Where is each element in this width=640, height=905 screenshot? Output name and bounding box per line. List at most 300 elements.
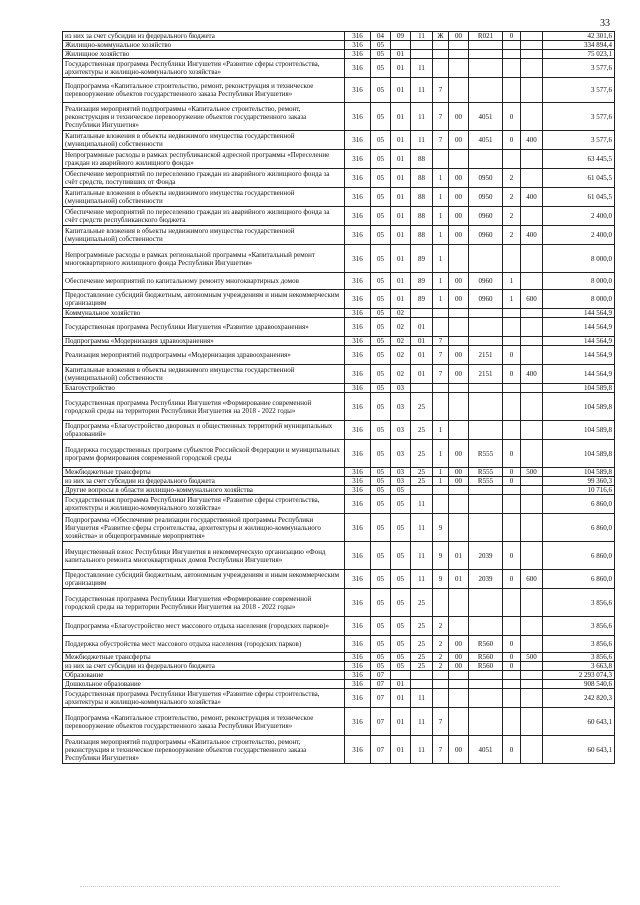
row-amount: 3 577,6 [543, 59, 615, 78]
code-cell: 01 [411, 365, 433, 384]
table-row [63, 188, 615, 207]
code-cell: 11 [411, 689, 433, 708]
code-cell [521, 680, 543, 689]
code-cell: 07 [371, 671, 391, 680]
row-name: Подпрограмма «Благоустройство дворовых и общественных территорий муниципальных образований» [63, 421, 345, 440]
code-cell: 05 [371, 346, 391, 365]
code-cell: 316 [345, 662, 371, 671]
code-cell: 25 [411, 468, 433, 477]
code-cell [503, 671, 521, 680]
code-cell: 01 [391, 103, 411, 131]
code-cell: 02 [391, 337, 411, 346]
code-cell: 05 [371, 150, 391, 169]
code-cell: 7 [433, 365, 449, 384]
row-amount: 2 400,0 [543, 226, 615, 245]
row-name: из них за счет субсидии из федерального бюджета [63, 662, 345, 671]
code-cell: 01 [391, 169, 411, 188]
code-cell: 05 [371, 468, 391, 477]
row-name: Поддержка государственных программ субъектов Российской Федерации и муниципальных программ формирования современной городской среды [63, 440, 345, 468]
table-row [63, 736, 615, 764]
code-cell [503, 589, 521, 617]
table-row [63, 495, 615, 514]
code-cell: 88 [411, 207, 433, 226]
code-cell [503, 384, 521, 393]
code-cell [469, 41, 503, 50]
table-row [63, 226, 615, 245]
code-cell: 11 [411, 542, 433, 570]
code-cell: 05 [371, 309, 391, 318]
row-amount: 3 856,6 [543, 653, 615, 662]
code-cell: 05 [371, 365, 391, 384]
code-cell: 05 [371, 477, 391, 486]
code-cell: 01 [411, 337, 433, 346]
table-row [63, 337, 615, 346]
code-cell: 2039 [469, 542, 503, 570]
table-row [63, 59, 615, 78]
code-cell: 600 [521, 570, 543, 589]
code-cell [449, 50, 469, 59]
code-cell [469, 514, 503, 542]
code-cell: 2 [433, 662, 449, 671]
row-name: Непрограммные расходы в рамках региональной программы «Капитальный ремонт многоквартирного жилищного фонда Республики Ингушетия» [63, 245, 345, 273]
code-cell: 25 [411, 393, 433, 421]
code-cell: R560 [469, 653, 503, 662]
code-cell [433, 589, 449, 617]
code-cell [521, 346, 543, 365]
code-cell: 05 [371, 59, 391, 78]
code-cell [469, 671, 503, 680]
code-cell [521, 514, 543, 542]
code-cell: 500 [521, 653, 543, 662]
code-cell: 05 [371, 421, 391, 440]
code-cell: 05 [371, 207, 391, 226]
row-amount: 63 445,5 [543, 150, 615, 169]
code-cell: 05 [391, 486, 411, 495]
code-cell [469, 617, 503, 636]
code-cell: 25 [411, 653, 433, 662]
code-cell: 600 [521, 290, 543, 309]
code-cell: 4051 [469, 103, 503, 131]
code-cell [521, 617, 543, 636]
code-cell: 400 [521, 226, 543, 245]
code-cell [503, 495, 521, 514]
code-cell [449, 393, 469, 421]
row-name: Реализация мероприятий подпрограммы «Капитальное строительство, ремонт, реконструкция и техническое перевооружение объектов государственного заказа Республики Ингушетия» [63, 103, 345, 131]
code-cell: 05 [371, 514, 391, 542]
code-cell: 0 [503, 346, 521, 365]
code-cell: 1 [433, 421, 449, 440]
budget-table-body [63, 32, 615, 764]
code-cell: 7 [433, 736, 449, 764]
code-cell: 02 [391, 346, 411, 365]
code-cell: 11 [411, 59, 433, 78]
code-cell: 03 [391, 384, 411, 393]
code-cell: 05 [371, 103, 391, 131]
table-row [63, 653, 615, 662]
code-cell [391, 41, 411, 50]
code-cell: 01 [391, 290, 411, 309]
code-cell: 09 [391, 32, 411, 41]
code-cell: 05 [371, 393, 391, 421]
row-amount: 99 360,3 [543, 477, 615, 486]
table-row [63, 421, 615, 440]
code-cell: 1 [433, 207, 449, 226]
code-cell: 00 [449, 477, 469, 486]
code-cell: 1 [433, 290, 449, 309]
row-amount: 6 860,0 [543, 495, 615, 514]
code-cell: 88 [411, 188, 433, 207]
code-cell [503, 59, 521, 78]
code-cell [469, 680, 503, 689]
code-cell: 1 [433, 477, 449, 486]
code-cell: 316 [345, 59, 371, 78]
code-cell [411, 680, 433, 689]
code-cell: R021 [469, 32, 503, 41]
row-name: Реализация мероприятий подпрограммы «Модернизация здравоохранения» [63, 346, 345, 365]
code-cell [433, 309, 449, 318]
table-row [63, 309, 615, 318]
code-cell: 02 [391, 365, 411, 384]
row-name: Государственная программа Республики Ингушетия «Развитие сферы строительства, архитектуры и жилищно-коммунального хозяйства» [63, 59, 345, 78]
code-cell: 05 [371, 41, 391, 50]
code-cell: 07 [371, 680, 391, 689]
code-cell: 1 [433, 188, 449, 207]
row-amount: 60 643,1 [543, 736, 615, 764]
code-cell [521, 662, 543, 671]
code-cell [433, 318, 449, 337]
code-cell [521, 736, 543, 764]
row-name: Обеспечение мероприятий по капитальному ремонту многоквартирных домов [63, 273, 345, 290]
code-cell [469, 708, 503, 736]
code-cell [449, 514, 469, 542]
code-cell [449, 59, 469, 78]
code-cell [449, 309, 469, 318]
row-amount: 60 643,1 [543, 708, 615, 736]
code-cell: 00 [449, 226, 469, 245]
code-cell: 11 [411, 570, 433, 589]
code-cell [521, 440, 543, 468]
code-cell: 00 [449, 346, 469, 365]
code-cell: 07 [371, 708, 391, 736]
code-cell: 0 [503, 477, 521, 486]
code-cell: 00 [449, 103, 469, 131]
row-amount: 104 589,8 [543, 384, 615, 393]
code-cell: 1 [433, 226, 449, 245]
code-cell [411, 384, 433, 393]
code-cell: 04 [371, 32, 391, 41]
code-cell [521, 207, 543, 226]
code-cell: 05 [371, 440, 391, 468]
table-row [63, 486, 615, 495]
code-cell [433, 41, 449, 50]
code-cell: 05 [391, 570, 411, 589]
code-cell: 05 [391, 542, 411, 570]
page-number: 33 [600, 18, 610, 29]
table-row [63, 78, 615, 103]
table-row [63, 346, 615, 365]
row-amount: 3 663,8 [543, 662, 615, 671]
table-row [63, 617, 615, 636]
code-cell: 05 [391, 495, 411, 514]
code-cell: 316 [345, 495, 371, 514]
code-cell: 05 [371, 131, 391, 150]
code-cell [503, 337, 521, 346]
row-amount: 144 564,9 [543, 318, 615, 337]
table-row [63, 245, 615, 273]
code-cell: 0950 [469, 169, 503, 188]
code-cell: 25 [411, 617, 433, 636]
code-cell [433, 150, 449, 169]
code-cell: 316 [345, 365, 371, 384]
code-cell: 2 [503, 207, 521, 226]
code-cell: 316 [345, 78, 371, 103]
row-amount: 6 860,0 [543, 514, 615, 542]
code-cell: 316 [345, 384, 371, 393]
code-cell: 500 [521, 468, 543, 477]
code-cell: 01 [391, 245, 411, 273]
code-cell: 00 [449, 468, 469, 477]
table-row [63, 514, 615, 542]
code-cell [449, 589, 469, 617]
code-cell: 05 [371, 318, 391, 337]
code-cell [469, 245, 503, 273]
code-cell: 00 [449, 290, 469, 309]
code-cell [521, 59, 543, 78]
code-cell [521, 477, 543, 486]
table-row [63, 708, 615, 736]
code-cell [521, 393, 543, 421]
code-cell [469, 59, 503, 78]
code-cell [503, 245, 521, 273]
code-cell: 07 [371, 689, 391, 708]
row-name: Межбюджетные трансферты [63, 468, 345, 477]
code-cell [521, 169, 543, 188]
code-cell: 05 [371, 570, 391, 589]
code-cell [433, 680, 449, 689]
code-cell: R555 [469, 477, 503, 486]
code-cell: 4051 [469, 736, 503, 764]
row-name: Государственная программа Республики Ингушетия «Формирование современной городской среды на территории Республики Ингушетия на 2018 - 2022 годы» [63, 393, 345, 421]
code-cell: 316 [345, 188, 371, 207]
row-name: Реализация мероприятий подпрограммы «Капитальное строительство, ремонт, реконструкция и техническое перевооружение объектов государственного заказа Республики Ингушетия» [63, 736, 345, 764]
code-cell: 316 [345, 131, 371, 150]
code-cell: 01 [391, 131, 411, 150]
code-cell: 316 [345, 468, 371, 477]
code-cell: 88 [411, 226, 433, 245]
row-name: Подпрограмма «Обеспечение реализации государственной программы Республики Ингушетия «Развитие сферы строительства, архитектуры и жилищно-коммунального хозяйства» и общепрограммные мероприятия» [63, 514, 345, 542]
code-cell: 0 [503, 736, 521, 764]
row-amount: 104 589,8 [543, 421, 615, 440]
row-name: Поддержка обустройства мест массового отдыха населения (городских парков) [63, 636, 345, 653]
code-cell: 316 [345, 103, 371, 131]
code-cell: 00 [449, 365, 469, 384]
code-cell: 00 [449, 273, 469, 290]
code-cell: 05 [371, 290, 391, 309]
code-cell: 316 [345, 290, 371, 309]
code-cell [469, 421, 503, 440]
code-cell [449, 245, 469, 273]
code-cell [449, 689, 469, 708]
code-cell: R560 [469, 636, 503, 653]
code-cell [503, 708, 521, 736]
code-cell [521, 41, 543, 50]
row-amount: 334 894,4 [543, 41, 615, 50]
code-cell: 1 [433, 245, 449, 273]
code-cell: 316 [345, 736, 371, 764]
code-cell: 0 [503, 542, 521, 570]
code-cell: 316 [345, 589, 371, 617]
row-name: Предоставление субсидий бюджетным, автономным учреждениям и иным некоммерческим организациям [63, 290, 345, 309]
code-cell: 316 [345, 421, 371, 440]
row-amount: 42 301,6 [543, 32, 615, 41]
code-cell [503, 393, 521, 421]
code-cell: 0 [503, 131, 521, 150]
code-cell [521, 636, 543, 653]
row-name: Образование [63, 671, 345, 680]
code-cell: 0 [503, 365, 521, 384]
row-name: Межбюджетные трансферты [63, 653, 345, 662]
table-row [63, 290, 615, 309]
row-name: Имущественный взнос Республики Ингушетия в некоммерческую организацию «Фонд капитального ремонта многоквартирных домов Республики Ингушетия» [63, 542, 345, 570]
code-cell: 01 [391, 736, 411, 764]
code-cell: 2151 [469, 346, 503, 365]
code-cell: 7 [433, 103, 449, 131]
row-name: Капитальные вложения в объекты недвижимого имущества государственной (муниципальной) собственности [63, 131, 345, 150]
code-cell [433, 486, 449, 495]
table-row [63, 169, 615, 188]
row-amount: 3 577,6 [543, 103, 615, 131]
code-cell [469, 318, 503, 337]
code-cell [469, 309, 503, 318]
row-amount: 8 000,0 [543, 273, 615, 290]
code-cell [521, 384, 543, 393]
code-cell: 03 [391, 477, 411, 486]
code-cell: 05 [371, 495, 391, 514]
code-cell: 89 [411, 245, 433, 273]
code-cell: 316 [345, 653, 371, 662]
code-cell [469, 50, 503, 59]
code-cell: 316 [345, 207, 371, 226]
code-cell [521, 245, 543, 273]
table-row [63, 589, 615, 617]
table-row [63, 636, 615, 653]
code-cell [503, 486, 521, 495]
code-cell: 11 [411, 78, 433, 103]
code-cell: 11 [411, 32, 433, 41]
code-cell [433, 59, 449, 78]
code-cell: 11 [411, 131, 433, 150]
code-cell: 316 [345, 477, 371, 486]
code-cell: 05 [371, 226, 391, 245]
code-cell: 7 [433, 131, 449, 150]
code-cell: R555 [469, 468, 503, 477]
row-amount: 3 577,6 [543, 78, 615, 103]
code-cell: 0 [503, 662, 521, 671]
table-row [63, 273, 615, 290]
code-cell [433, 393, 449, 421]
code-cell: 02 [391, 318, 411, 337]
row-name: Капитальные вложения в объекты недвижимого имущества государственной (муниципальной) собственности [63, 188, 345, 207]
code-cell: 316 [345, 273, 371, 290]
code-cell: 05 [371, 245, 391, 273]
code-cell [521, 421, 543, 440]
row-amount: 104 589,8 [543, 440, 615, 468]
code-cell: 0960 [469, 226, 503, 245]
code-cell: 05 [371, 617, 391, 636]
code-cell: 01 [391, 78, 411, 103]
row-name: из них за счет субсидии из федерального бюджета [63, 32, 345, 41]
code-cell [449, 78, 469, 103]
code-cell: 316 [345, 636, 371, 653]
code-cell [503, 421, 521, 440]
code-cell: 88 [411, 169, 433, 188]
code-cell [411, 309, 433, 318]
row-amount: 8 000,0 [543, 245, 615, 273]
code-cell: 0 [503, 653, 521, 662]
code-cell [411, 41, 433, 50]
code-cell: 05 [371, 337, 391, 346]
row-name: Государственная программа Республики Ингушетия «Развитие сферы строительства, архитектуры и жилищно-коммунального хозяйства» [63, 495, 345, 514]
row-amount: 144 564,9 [543, 346, 615, 365]
row-amount: 2 293 074,3 [543, 671, 615, 680]
code-cell: 400 [521, 188, 543, 207]
code-cell [521, 50, 543, 59]
code-cell [433, 689, 449, 708]
row-name: Непрограммные расходы в рамках республиканской адресной программы «Переселение граждан из аварийного жилищного фонда» [63, 150, 345, 169]
code-cell: 00 [449, 32, 469, 41]
code-cell: 01 [391, 708, 411, 736]
code-cell: 11 [411, 103, 433, 131]
code-cell: 316 [345, 346, 371, 365]
code-cell: 05 [371, 384, 391, 393]
code-cell: 2039 [469, 570, 503, 589]
code-cell: 00 [449, 207, 469, 226]
code-cell [449, 150, 469, 169]
code-cell [503, 680, 521, 689]
code-cell: 05 [371, 188, 391, 207]
code-cell: 316 [345, 393, 371, 421]
code-cell: 00 [449, 131, 469, 150]
code-cell: 11 [411, 495, 433, 514]
row-name: Государственная программа Республики Ингушетия «Развитие здравоохранения» [63, 318, 345, 337]
code-cell: 01 [449, 542, 469, 570]
code-cell: 05 [371, 78, 391, 103]
code-cell [521, 542, 543, 570]
table-row [63, 440, 615, 468]
code-cell [521, 486, 543, 495]
code-cell: 05 [371, 636, 391, 653]
row-name: из них за счет субсидии из федерального бюджета [63, 477, 345, 486]
row-name: Обеспечение мероприятий по переселению граждан из аварийного жилищного фонда за счёт средств республиканского бюджета [63, 207, 345, 226]
code-cell: 0960 [469, 207, 503, 226]
table-row [63, 689, 615, 708]
row-amount: 75 023,1 [543, 50, 615, 59]
code-cell: 316 [345, 150, 371, 169]
code-cell: 01 [449, 570, 469, 589]
table-row [63, 468, 615, 477]
code-cell: 07 [371, 736, 391, 764]
code-cell: 316 [345, 486, 371, 495]
code-cell: 00 [449, 440, 469, 468]
code-cell: 0 [503, 103, 521, 131]
code-cell: 4051 [469, 131, 503, 150]
code-cell: 316 [345, 50, 371, 59]
code-cell: 01 [411, 346, 433, 365]
code-cell: 01 [391, 150, 411, 169]
code-cell: 0 [503, 636, 521, 653]
code-cell: 9 [433, 570, 449, 589]
row-name: Подпрограмма «Капитальное строительство, ремонт, реконструкция и техническое перевооружение объектов государственного заказа Республики Ингушетия» [63, 78, 345, 103]
